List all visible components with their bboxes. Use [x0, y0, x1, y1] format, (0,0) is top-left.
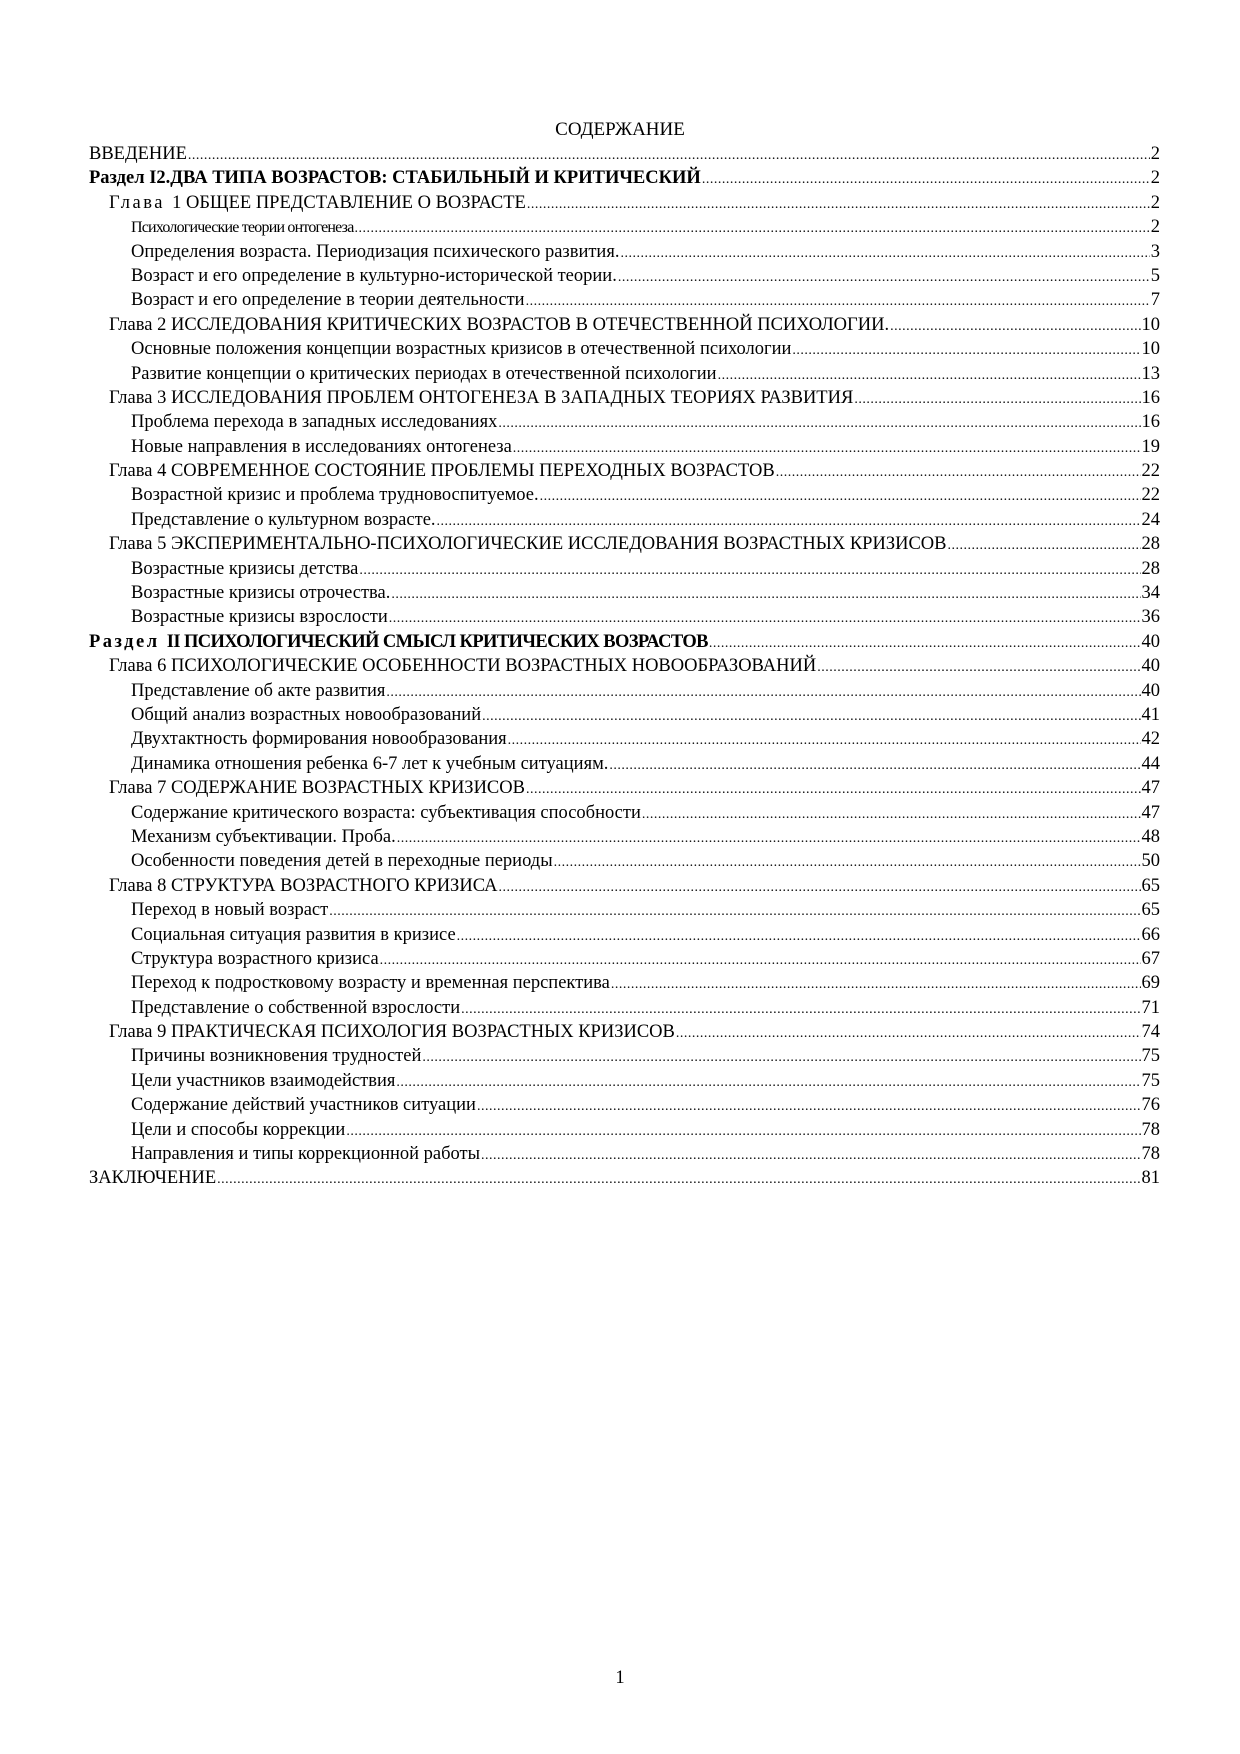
- toc-entry-text: Развитие концепции о критических периодах в отечественной психологии: [131, 363, 717, 384]
- toc-dot-leader: [948, 534, 1141, 556]
- toc-entry-page: 13: [1141, 363, 1160, 384]
- toc-entry-prefix: Глава 8: [109, 875, 167, 896]
- toc-entry-text: Новые направления в исследованиях онтогенеза: [131, 436, 512, 457]
- toc-entry-title: [131, 996, 460, 1020]
- toc-entry-text: Возрастные кризисы отрочества.: [131, 583, 391, 604]
- toc-entry[interactable]: [89, 923, 1160, 947]
- toc-entry-title: [89, 142, 187, 166]
- toc-entry-title: [89, 166, 701, 190]
- toc-entry[interactable]: [89, 459, 1160, 483]
- toc-entry-page: 2: [1150, 168, 1160, 189]
- toc-entry-page: 24: [1141, 509, 1160, 530]
- toc-entry[interactable]: [89, 1044, 1160, 1068]
- toc-dot-leader: [396, 1071, 1140, 1093]
- toc-entry-title: [131, 483, 539, 507]
- toc-entry-page: 2: [1150, 217, 1160, 238]
- toc-entry[interactable]: [89, 1118, 1160, 1142]
- toc-dot-leader: [526, 778, 1141, 800]
- toc-entry-page: 41: [1141, 704, 1160, 725]
- toc-entry[interactable]: [89, 240, 1160, 264]
- toc-entry-page: 2: [1150, 144, 1160, 164]
- toc-entry[interactable]: [89, 630, 1160, 654]
- table-of-contents: [89, 142, 1160, 1191]
- toc-entry-text: Переход в новый возраст: [131, 900, 329, 921]
- toc-entry-text: СОДЕРЖАНИЕ ВОЗРАСТНЫХ КРИЗИСОВ: [166, 778, 525, 799]
- toc-entry-title: [131, 362, 717, 386]
- toc-entry-page: 5: [1150, 265, 1160, 286]
- toc-dot-leader: [482, 705, 1140, 727]
- toc-entry-text: Возрастные кризисы детства: [131, 558, 359, 579]
- toc-entry-title: [131, 825, 396, 849]
- toc-entry-text: ЭКСПЕРИМЕНТАЛЬНО-ПСИХОЛОГИЧЕСКИЕ ИССЛЕДОВАНИЯ ВОЗРАСТНЫХ КРИЗИСОВ: [166, 534, 947, 555]
- toc-entry[interactable]: [89, 166, 1160, 190]
- toc-entry-text: Двухтактность формирования новообразования: [131, 729, 507, 750]
- toc-entry-text: Переход к подростковому возрасту и временная перспектива: [131, 973, 610, 994]
- toc-entry[interactable]: [89, 898, 1160, 922]
- toc-entry-text: Возрастные кризисы взрослости: [131, 607, 388, 628]
- toc-entry-text: ВВЕДЕНИЕ: [89, 144, 187, 164]
- toc-dot-leader: [355, 217, 1150, 239]
- toc-entry-title: [131, 410, 497, 434]
- toc-entry[interactable]: [89, 557, 1160, 581]
- toc-entry-text: Механизм субъективации. Проба.: [131, 826, 396, 847]
- toc-dot-leader: [391, 583, 1140, 605]
- toc-entry-title: [109, 459, 775, 483]
- toc-entry-title: [89, 1166, 216, 1190]
- toc-entry-title: [131, 435, 512, 459]
- toc-entry-title: [131, 605, 388, 629]
- toc-dot-leader: [422, 1046, 1140, 1068]
- toc-entry-title: [131, 923, 456, 947]
- toc-dot-leader: [481, 1144, 1140, 1166]
- toc-entry-title: [109, 1020, 675, 1044]
- toc-entry-page: 22: [1141, 485, 1160, 506]
- toc-entry[interactable]: [89, 605, 1160, 629]
- toc-dot-leader: [890, 315, 1140, 337]
- toc-entry-title: [131, 216, 354, 239]
- toc-entry-page: 50: [1141, 851, 1160, 872]
- toc-entry-title: [131, 801, 641, 825]
- toc-entry-text: Динамика отношения ребенка 6-7 лет к учебным ситуациям.: [131, 753, 609, 774]
- toc-entry-text: СТРУКТУРА ВОЗРАСТНОГО КРИЗИСА: [166, 875, 498, 896]
- toc-entry[interactable]: [89, 679, 1160, 703]
- toc-entry-text: ПРАКТИЧЕСКАЯ ПСИХОЛОГИЯ ВОЗРАСТНЫХ КРИЗИСОВ: [166, 1022, 675, 1043]
- toc-entry-text: Содержание действий участников ситуации: [131, 1095, 476, 1116]
- toc-dot-leader: [527, 193, 1150, 215]
- toc-entry-text: Возрастной кризис и проблема трудновоспитуемое.: [131, 485, 539, 506]
- toc-entry-page: 48: [1141, 826, 1160, 847]
- toc-entry[interactable]: [89, 264, 1160, 288]
- toc-entry-page: 16: [1141, 412, 1160, 433]
- toc-entry-page: 40: [1141, 656, 1160, 677]
- toc-dot-leader: [477, 1095, 1141, 1117]
- toc-entry[interactable]: [89, 337, 1160, 361]
- toc-entry-page: 66: [1141, 924, 1160, 945]
- toc-entry-text: Проблема перехода в западных исследованиях: [131, 412, 498, 433]
- toc-entry[interactable]: [89, 801, 1160, 825]
- toc-entry-title: [131, 1142, 480, 1166]
- toc-entry-page: 78: [1141, 1119, 1160, 1140]
- toc-entry-title: [131, 581, 390, 605]
- toc-dot-leader: [792, 339, 1140, 361]
- toc-dot-leader: [540, 485, 1141, 507]
- toc-entry-page: 40: [1141, 680, 1160, 701]
- toc-entry-title: [131, 1069, 395, 1093]
- toc-entry[interactable]: [89, 1069, 1160, 1093]
- toc-entry[interactable]: [89, 849, 1160, 873]
- toc-entry[interactable]: [89, 654, 1160, 678]
- toc-entry-page: 76: [1141, 1095, 1160, 1116]
- toc-dot-leader: [397, 827, 1141, 849]
- toc-dot-leader: [642, 803, 1141, 825]
- toc-entry-text: СОВРЕМЕННОЕ СОСТОЯНИЕ ПРОБЛЕМЫ ПЕРЕХОДНЫХ ВОЗРАСТОВ: [166, 461, 775, 482]
- toc-entry-text: Содержание критического возраста: субъективация способности: [131, 802, 641, 823]
- toc-dot-leader: [437, 510, 1141, 532]
- toc-entry-title: [131, 849, 553, 873]
- toc-entry[interactable]: [89, 191, 1160, 215]
- page-number: 1: [615, 1668, 625, 1688]
- toc-entry-page: 44: [1141, 753, 1160, 774]
- toc-entry-page: 16: [1141, 387, 1160, 408]
- toc-entry-title: [131, 898, 328, 922]
- toc-entry[interactable]: [89, 142, 1160, 166]
- toc-entry-text: Возраст и его определение в культурно-исторической теории.: [131, 265, 617, 286]
- toc-entry[interactable]: [89, 483, 1160, 507]
- toc-dot-leader: [620, 242, 1149, 264]
- toc-entry-page: 81: [1141, 1168, 1160, 1189]
- toc-entry-text: Психологические теории онтогенеза: [131, 219, 354, 237]
- toc-entry-prefix: Глава 9: [109, 1022, 167, 1043]
- toc-dot-leader: [188, 144, 1150, 166]
- toc-dot-leader: [508, 729, 1141, 751]
- toc-entry-title: [131, 508, 436, 532]
- toc-entry-text: Направления и типы коррекционной работы: [131, 1144, 481, 1165]
- toc-entry-text: Основные положения концепции возрастных кризисов в отечественной психологии: [131, 339, 792, 360]
- toc-entry-text: Представление об акте развития: [131, 680, 386, 701]
- toc-entry-title: [109, 386, 853, 410]
- toc-entry-prefix: Раздел: [89, 168, 150, 189]
- toc-entry-page: 65: [1141, 900, 1160, 921]
- toc-entry[interactable]: [89, 703, 1160, 727]
- toc-entry-title: [109, 874, 497, 898]
- toc-entry[interactable]: [89, 1166, 1160, 1190]
- toc-entry[interactable]: [89, 727, 1160, 751]
- toc-entry-prefix: Глава 7: [109, 778, 167, 799]
- toc-entry[interactable]: [89, 508, 1160, 532]
- toc-dot-leader: [618, 266, 1150, 288]
- toc-entry-page: 36: [1141, 607, 1160, 628]
- toc-entry-prefix: Раздел: [89, 631, 167, 652]
- toc-entry-prefix: Глава: [109, 192, 173, 213]
- toc-entry-title: [131, 1118, 345, 1142]
- toc-dot-leader: [609, 754, 1140, 776]
- toc-entry-text: ЗАКЛЮЧЕНИЕ: [89, 1168, 217, 1189]
- toc-entry[interactable]: [89, 874, 1160, 898]
- toc-dot-leader: [709, 632, 1141, 654]
- toc-dot-leader: [776, 461, 1141, 483]
- toc-dot-leader: [380, 949, 1141, 971]
- toc-entry-prefix: Глава 3: [109, 387, 167, 408]
- toc-entry-prefix: Глава 4: [109, 461, 167, 482]
- toc-entry-prefix: Глава 2: [109, 314, 167, 335]
- toc-dot-leader: [359, 559, 1140, 581]
- toc-entry-page: 22: [1141, 461, 1160, 482]
- toc-entry[interactable]: [89, 435, 1160, 459]
- toc-entry-page: 67: [1141, 948, 1160, 969]
- toc-entry-text: Возраст и его определение в теории деятельности: [131, 290, 525, 311]
- toc-entry-page: 40: [1141, 631, 1160, 652]
- toc-entry-page: 34: [1141, 583, 1160, 604]
- toc-entry-title: [109, 654, 816, 678]
- toc-dot-leader: [386, 681, 1140, 703]
- toc-entry[interactable]: [89, 947, 1160, 971]
- toc-entry-text: Структура возрастного кризиса: [131, 948, 379, 969]
- toc-entry-page: 71: [1141, 997, 1160, 1018]
- toc-entry[interactable]: [89, 971, 1160, 995]
- toc-entry-text: Представление о собственной взрослости: [131, 997, 461, 1018]
- toc-entry-page: 7: [1150, 290, 1160, 311]
- toc-dot-leader: [718, 364, 1141, 386]
- toc-entry-page: 75: [1141, 1046, 1160, 1067]
- toc-entry-page: 75: [1141, 1070, 1160, 1091]
- toc-entry-text: I2.ДВА ТИПА ВОЗРАСТОВ: СТАБИЛЬНЫЙ И КРИТИЧЕСКИЙ: [149, 168, 701, 189]
- toc-entry[interactable]: [89, 1093, 1160, 1117]
- toc-dot-leader: [346, 1120, 1140, 1142]
- toc-entry-page: 47: [1141, 802, 1160, 823]
- toc-entry-title: [131, 752, 608, 776]
- toc-entry[interactable]: [89, 581, 1160, 605]
- toc-entry[interactable]: [89, 313, 1160, 337]
- toc-entry-title: [131, 264, 617, 288]
- toc-entry-page: 10: [1141, 339, 1160, 360]
- toc-entry-title: [89, 630, 708, 654]
- toc-dot-leader: [513, 437, 1141, 459]
- toc-entry-title: [109, 532, 947, 556]
- toc-entry[interactable]: [89, 410, 1160, 434]
- toc-dot-leader: [457, 925, 1141, 947]
- toc-entry-prefix: Глава 5: [109, 534, 167, 555]
- toc-entry-text: 1 ОБЩЕЕ ПРЕДСТАВЛЕНИЕ О ВОЗРАСТЕ: [172, 192, 526, 213]
- toc-entry[interactable]: [89, 1142, 1160, 1166]
- toc-entry[interactable]: [89, 288, 1160, 312]
- toc-dot-leader: [389, 607, 1141, 629]
- toc-entry-title: [131, 1093, 476, 1117]
- toc-entry-prefix: Глава 6: [109, 656, 167, 677]
- toc-entry-title: [131, 971, 610, 995]
- toc-entry-text: ПСИХОЛОГИЧЕСКИЕ ОСОБЕННОСТИ ВОЗРАСТНЫХ НОВООБРАЗОВАНИЙ: [166, 656, 817, 677]
- toc-entry[interactable]: [89, 532, 1160, 556]
- toc-dot-leader: [329, 900, 1140, 922]
- toc-entry-text: Общий анализ возрастных новообразований: [131, 704, 482, 725]
- toc-entry[interactable]: [89, 386, 1160, 410]
- toc-entry[interactable]: [89, 752, 1160, 776]
- toc-entry-text: Цели и способы коррекции: [131, 1119, 346, 1140]
- toc-entry-page: 74: [1141, 1022, 1160, 1043]
- toc-dot-leader: [854, 388, 1140, 410]
- toc-entry-title: [131, 703, 481, 727]
- toc-entry[interactable]: [89, 996, 1160, 1020]
- toc-dot-leader: [554, 851, 1141, 873]
- toc-entry-page: 10: [1141, 314, 1160, 335]
- toc-entry-page: 28: [1141, 534, 1160, 555]
- toc-entry-title: [109, 191, 526, 215]
- toc-entry-page: 3: [1150, 241, 1160, 262]
- toc-entry[interactable]: [89, 825, 1160, 849]
- toc-entry-text: II ПСИХОЛОГИЧЕСКИЙ СМЫСЛ КРИТИЧЕСКИХ ВОЗРАСТОВ: [166, 631, 708, 652]
- toc-dot-leader: [676, 1022, 1141, 1044]
- toc-entry-page: 28: [1141, 558, 1160, 579]
- toc-entry[interactable]: [89, 215, 1160, 239]
- toc-entry-title: [131, 557, 358, 581]
- toc-dot-leader: [461, 998, 1140, 1020]
- toc-entry[interactable]: [89, 362, 1160, 386]
- toc-entry-text: Определения возраста. Периодизация психического развития.: [131, 241, 620, 262]
- toc-entry-text: Социальная ситуация развития в кризисе: [131, 924, 456, 945]
- toc-dot-leader: [498, 876, 1140, 898]
- toc-entry-title: [131, 947, 379, 971]
- toc-entry-title: [109, 776, 525, 800]
- toc-entry-page: 69: [1141, 973, 1160, 994]
- toc-entry-page: 65: [1141, 875, 1160, 896]
- toc-dot-leader: [526, 290, 1150, 312]
- toc-entry-page: 42: [1141, 729, 1160, 750]
- toc-entry-page: 2: [1150, 192, 1160, 213]
- toc-entry-page: 19: [1141, 436, 1160, 457]
- toc-dot-leader: [498, 412, 1140, 434]
- toc-entry-title: [131, 727, 507, 751]
- toc-entry-text: Цели участников взаимодействия: [131, 1070, 396, 1091]
- toc-dot-leader: [217, 1168, 1140, 1190]
- toc-entry-text: Особенности поведения детей в переходные периоды: [131, 851, 553, 872]
- toc-entry[interactable]: [89, 776, 1160, 800]
- toc-title: СОДЕРЖАНИЕ: [555, 119, 685, 140]
- toc-entry-title: [109, 313, 889, 337]
- toc-entry-text: ИССЛЕДОВАНИЯ ПРОБЛЕМ ОНТОГЕНЕЗА В ЗАПАДНЫХ ТЕОРИЯХ РАЗВИТИЯ: [166, 387, 854, 408]
- toc-entry-title: [131, 1044, 421, 1068]
- toc-entry-title: [131, 337, 791, 361]
- toc-entry-title: [131, 240, 619, 264]
- toc-entry-text: Представление о культурном возрасте.: [131, 509, 436, 530]
- toc-dot-leader: [702, 168, 1150, 190]
- toc-entry-text: ИССЛЕДОВАНИЯ КРИТИЧЕСКИХ ВОЗРАСТОВ В ОТЕЧЕСТВЕННОЙ ПСИХОЛОГИИ.: [166, 314, 890, 335]
- toc-dot-leader: [611, 973, 1141, 995]
- toc-entry-title: [131, 679, 385, 703]
- toc-dot-leader: [817, 656, 1140, 678]
- toc-entry-page: 78: [1141, 1144, 1160, 1165]
- toc-entry[interactable]: [89, 1020, 1160, 1044]
- toc-entry-text: Причины возникновения трудностей: [131, 1046, 422, 1067]
- toc-entry-page: 47: [1141, 778, 1160, 799]
- toc-entry-title: [131, 288, 525, 312]
